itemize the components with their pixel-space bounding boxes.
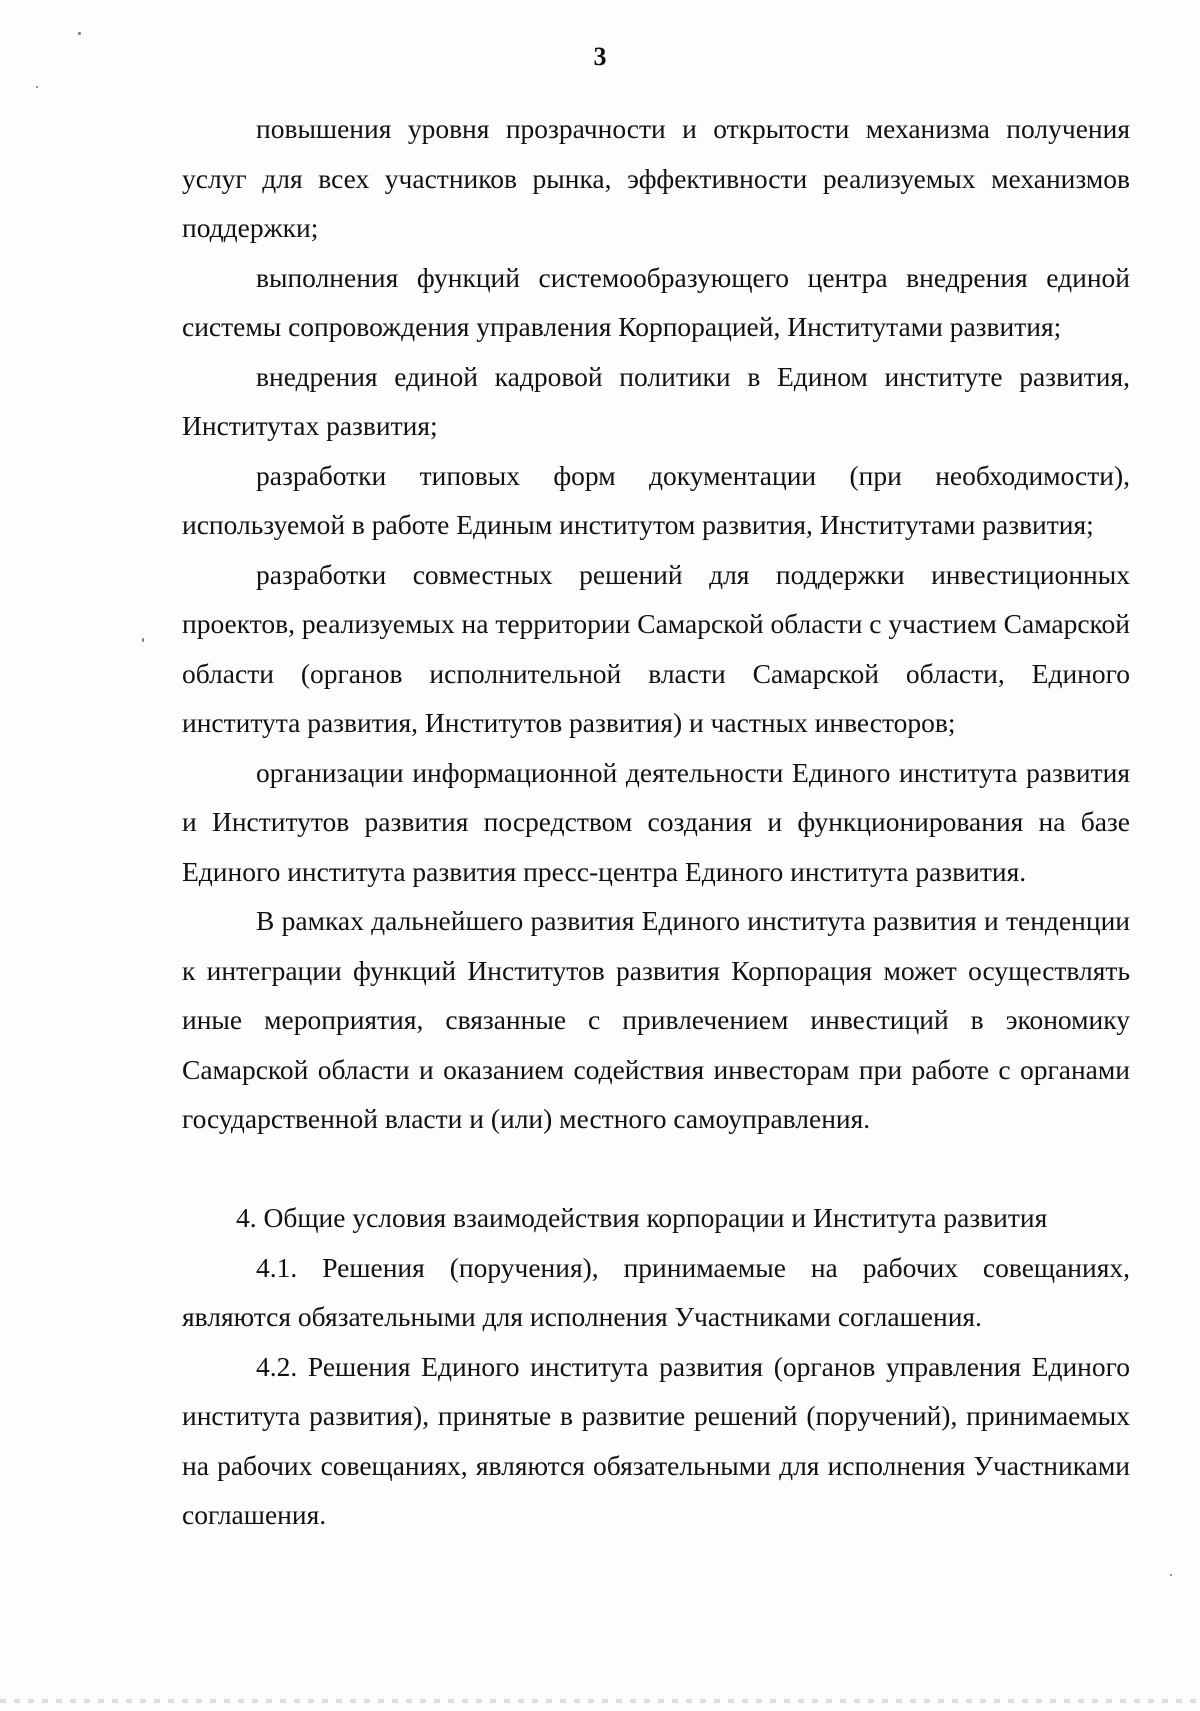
page-number: 3	[593, 42, 607, 71]
section-4-1: 4.1. Решения (поручения), принимаемые на рабочих совещаниях, являются обязательными для исполнения Участниками соглашения.	[182, 1251, 1130, 1332]
section-4-heading: 4. Общие условия взаимодействия корпорации и Института развития	[236, 1202, 1048, 1233]
section-4-2: 4.2. Решения Единого института развития (органов управления Единого института развития), принятые в развитие решений (поручений), принимаемых на рабочих совещаниях, являются обязательными для исполнения Участниками соглашения.	[182, 1350, 1130, 1530]
paragraph-press-center: организации информационной деятельности Единого института развития и Институтов развития посредством создания и функционирования на базе Единого института развития пресс-центра Единого института развития.	[182, 756, 1130, 887]
scan-speck	[1170, 1574, 1172, 1576]
scan-speck	[142, 638, 144, 642]
paragraph-transparency: повышения уровня прозрачности и открытости механизма получения услуг для всех участников рынка, эффективности реализуемых механизмов поддержки;	[182, 113, 1130, 243]
paragraph-other-activities: В рамках дальнейшего развития Единого института развития и тенденции к интеграции функций Институтов развития Корпорация может осуществлять иные мероприятия, связанные с привлечением инвестиций в экономику Самарской области и оказанием содействия инвесторам при работе с органами государственной власти и (или) местного самоуправления.	[182, 905, 1130, 1134]
paragraph-joint-decisions: разработки совместных решений для поддержки инвестиционных проектов, реализуемых на территории Самарской области с участием Самарской области (органов исполнительной власти Самарской области, Единого института развития, Институтов развития) и частных инвесторов;	[182, 558, 1130, 738]
scan-edge	[0, 1699, 1200, 1703]
document-body	[182, 104, 1130, 1540]
scan-speck	[78, 32, 81, 35]
paragraph-hr-policy: внедрения единой кадровой политики в Едином институте развития, Институтах развития;	[182, 360, 1130, 441]
scan-speck	[36, 86, 38, 88]
paragraph-system-center: выполнения функций системообразующего центра внедрения единой системы сопровождения управления Корпорацией, Институтами развития;	[182, 261, 1130, 342]
paragraph-document-forms: разработки типовых форм документации (при необходимости), используемой в работе Единым институтом развития, Институтами развития;	[182, 459, 1130, 540]
